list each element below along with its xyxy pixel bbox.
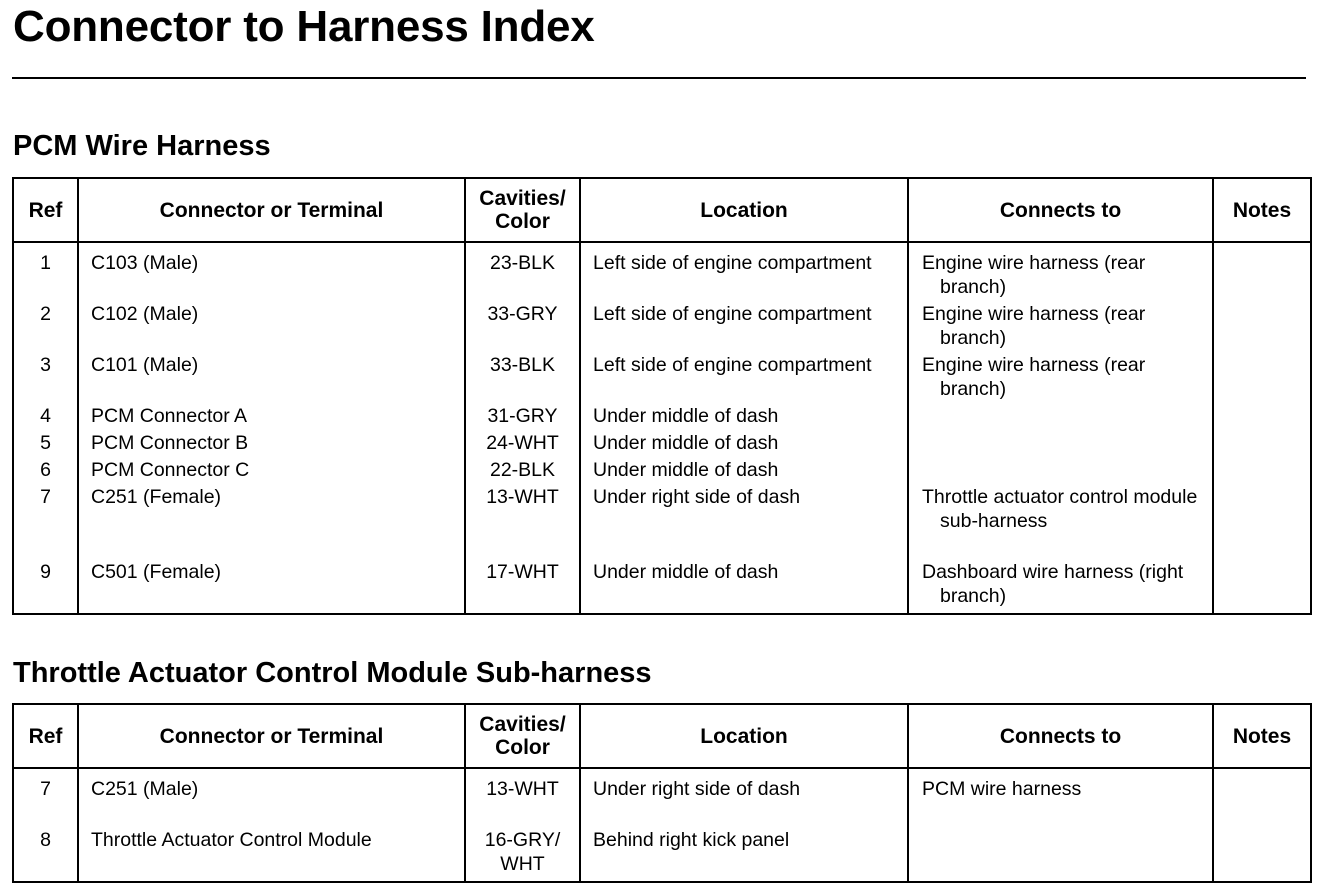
cell-cavities: 24-WHT — [465, 431, 580, 458]
cell-connects-to — [908, 404, 1213, 431]
cell-ref: 2 — [13, 302, 78, 353]
header-ref: Ref — [13, 178, 78, 242]
connects-to-text: PCM wire harness — [922, 778, 1082, 800]
header-connector: Connector or Terminal — [78, 178, 465, 242]
cell-notes — [1213, 353, 1311, 404]
cell-notes — [1213, 404, 1311, 431]
table-row — [13, 353, 1311, 404]
cell-cavities: 17-WHT — [465, 560, 580, 614]
cell-notes — [1213, 431, 1311, 458]
table-row — [13, 777, 1311, 828]
cell-connector: C251 (Male) — [78, 777, 465, 828]
table-row — [13, 828, 1311, 882]
table-row — [13, 251, 1311, 302]
cell-connects-to — [908, 458, 1213, 485]
cell-ref: 7 — [13, 777, 78, 828]
cell-connects-to — [908, 560, 1213, 614]
cell-location: Under middle of dash — [580, 560, 908, 614]
cell-ref: 8 — [13, 828, 78, 882]
cell-location: Under middle of dash — [580, 431, 908, 458]
cell-location: Left side of engine compartment — [580, 302, 908, 353]
cell-location: Behind right kick panel — [580, 828, 908, 882]
cell-ref: 9 — [13, 560, 78, 614]
cell-ref: 5 — [13, 431, 78, 458]
header-cavities-line1: Cavities/ — [479, 713, 566, 736]
table-row — [13, 560, 1311, 614]
cell-connector: Throttle Actuator Control Module — [78, 828, 465, 882]
throttle-sub-harness-table — [12, 703, 1312, 883]
cell-notes — [1213, 828, 1311, 882]
section-title-throttle-sub-harness: Throttle Actuator Control Module Sub-harness — [13, 657, 652, 689]
header-cavities-line2: Color — [495, 210, 550, 233]
cell-ref: 6 — [13, 458, 78, 485]
connects-to-text: Engine wire harness (rear branch) — [922, 252, 1146, 298]
cell-cavities: 33-GRY — [465, 302, 580, 353]
cell-cavities: 31-GRY — [465, 404, 580, 431]
page-title: Connector to Harness Index — [13, 2, 595, 51]
cell-connector: C101 (Male) — [78, 353, 465, 404]
cell-notes — [1213, 251, 1311, 302]
cell-location: Left side of engine compartment — [580, 251, 908, 302]
cell-ref: 4 — [13, 404, 78, 431]
cell-connector: PCM Connector C — [78, 458, 465, 485]
cell-cavities: 13-WHT — [465, 485, 580, 560]
header-cavities-line2: Color — [495, 736, 550, 759]
cell-connects-to — [908, 828, 1213, 882]
cell-location: Under right side of dash — [580, 777, 908, 828]
section-title-pcm-wire-harness: PCM Wire Harness — [13, 130, 271, 162]
header-notes: Notes — [1213, 178, 1311, 242]
title-divider — [12, 77, 1306, 79]
cell-connector: C103 (Male) — [78, 251, 465, 302]
header-connects-to: Connects to — [908, 178, 1213, 242]
cell-notes — [1213, 560, 1311, 614]
cell-connects-to — [908, 777, 1213, 828]
cell-connector: PCM Connector A — [78, 404, 465, 431]
cell-connector: C251 (Female) — [78, 485, 465, 560]
header-connector: Connector or Terminal — [78, 704, 465, 768]
cell-ref: 3 — [13, 353, 78, 404]
table-row — [13, 302, 1311, 353]
cell-cavities: 33-BLK — [465, 353, 580, 404]
connects-to-text: Dashboard wire harness (right branch) — [922, 561, 1184, 607]
cell-ref: 7 — [13, 485, 78, 560]
header-ref: Ref — [13, 704, 78, 768]
header-cavities — [465, 704, 580, 768]
cell-notes — [1213, 302, 1311, 353]
cell-connects-to — [908, 251, 1213, 302]
header-connects-to: Connects to — [908, 704, 1213, 768]
table-row — [13, 431, 1311, 458]
connects-to-text: Throttle actuator control module sub-harness — [922, 486, 1198, 532]
cell-cavities: 23-BLK — [465, 251, 580, 302]
header-notes: Notes — [1213, 704, 1311, 768]
table-header-row — [13, 704, 1311, 768]
connects-to-text: Engine wire harness (rear branch) — [922, 354, 1146, 400]
cell-location: Left side of engine compartment — [580, 353, 908, 404]
cell-cavities: 16-GRY/ WHT — [465, 828, 580, 882]
cell-notes — [1213, 458, 1311, 485]
cell-location: Under middle of dash — [580, 458, 908, 485]
connects-to-text: Engine wire harness (rear branch) — [922, 303, 1146, 349]
cell-connects-to — [908, 353, 1213, 404]
cell-notes — [1213, 777, 1311, 828]
cell-connects-to — [908, 302, 1213, 353]
cell-connector: PCM Connector B — [78, 431, 465, 458]
cell-connects-to — [908, 431, 1213, 458]
cell-connector: C102 (Male) — [78, 302, 465, 353]
table-row — [13, 458, 1311, 485]
cell-cavities: 13-WHT — [465, 777, 580, 828]
cell-cavities: 22-BLK — [465, 458, 580, 485]
header-cavities — [465, 178, 580, 242]
table-row — [13, 404, 1311, 431]
cell-location: Under right side of dash — [580, 485, 908, 560]
table-header-row — [13, 178, 1311, 242]
cell-notes — [1213, 485, 1311, 560]
cell-connector: C501 (Female) — [78, 560, 465, 614]
cell-connects-to — [908, 485, 1213, 560]
table-row — [13, 485, 1311, 560]
header-location: Location — [580, 178, 908, 242]
header-location: Location — [580, 704, 908, 768]
cell-location: Under middle of dash — [580, 404, 908, 431]
header-cavities-line1: Cavities/ — [479, 187, 566, 210]
pcm-wire-harness-table — [12, 177, 1312, 615]
cell-ref: 1 — [13, 251, 78, 302]
